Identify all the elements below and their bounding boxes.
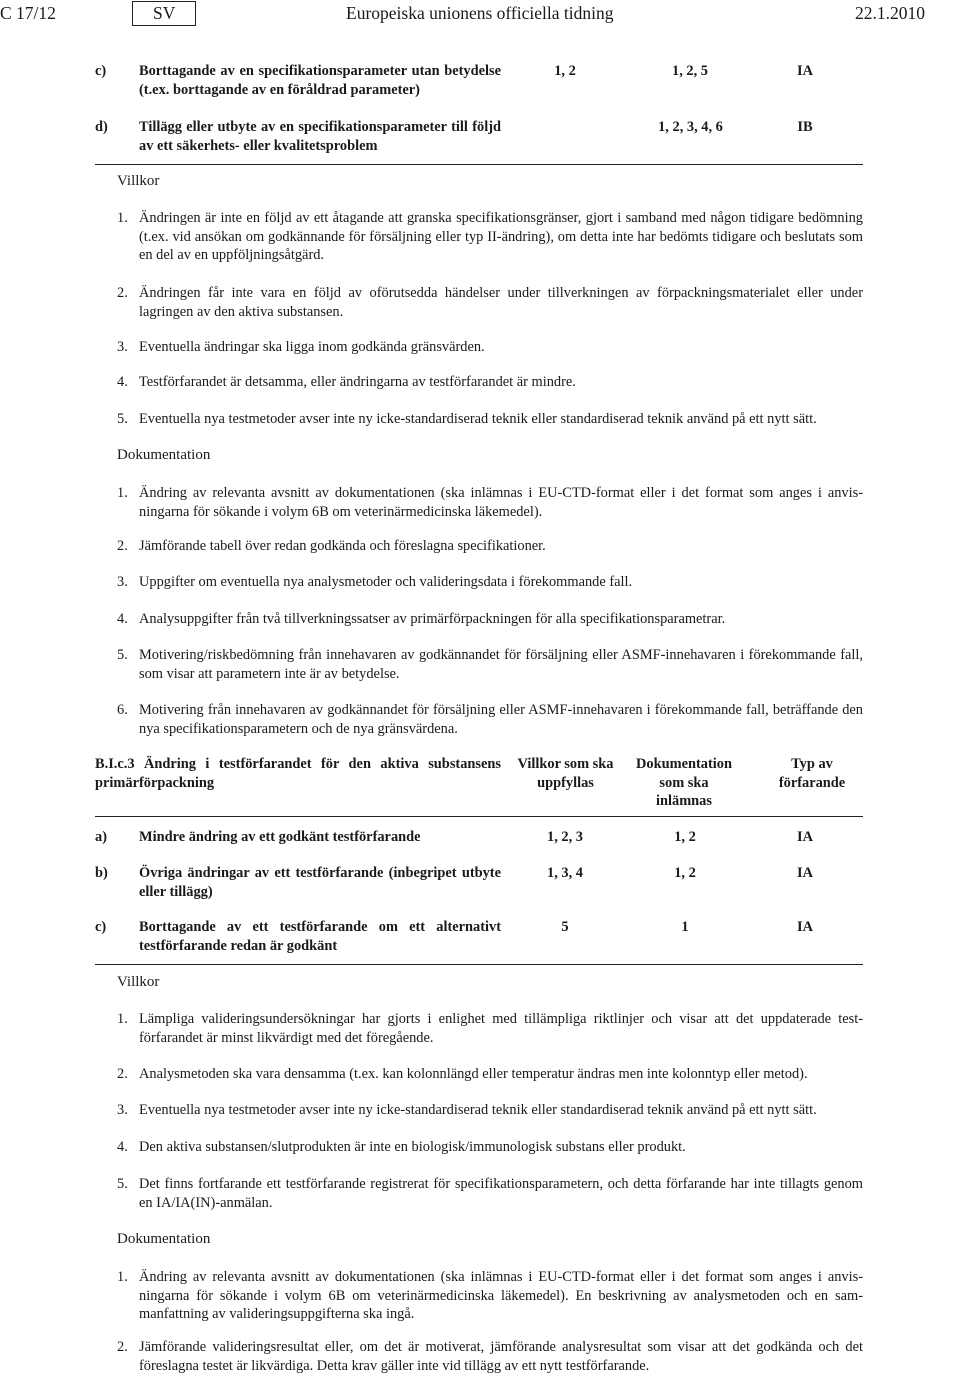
row-conditions: 5 bbox=[561, 919, 569, 935]
list-number: 1. bbox=[117, 1011, 128, 1027]
row-text: Övriga ändringar av ett testförfarande (inbegripet utbyte eller tillägg) bbox=[139, 865, 501, 900]
row-conditions: 1, 2, 3 bbox=[547, 829, 583, 845]
list-item: Uppgifter om eventuella nya analysmetoder och valideringsdata i förekommande fall. bbox=[139, 574, 633, 590]
row-text: Borttagande av en specifikationsparameter utan betydelse (t.ex. borttagande av en föråldrad parameter) bbox=[139, 63, 501, 98]
row-conditions: 1, 2 bbox=[554, 63, 576, 79]
row-documentation: 1, 2 bbox=[674, 829, 696, 845]
list-item: Lämpliga valideringsundersökningar har gjorts i enlighet med tillämpliga riktlinjer och visar att det uppdaterade testförfarandet är minst likvärdigt med det föregående. bbox=[139, 1011, 863, 1046]
list-number: 3. bbox=[117, 1102, 128, 1118]
list-number: 2. bbox=[117, 1339, 128, 1355]
list-item: Jämförande tabell över redan godkända och föreslagna specifikationer. bbox=[139, 538, 546, 554]
list-item: Testförfarandet är detsamma, eller ändringarna av testförfarandet är mindre. bbox=[139, 374, 576, 390]
list-number: 3. bbox=[117, 339, 128, 355]
list-item: Jämförande valideringsresultat eller, om det är motiverat, jämförande analysresultat som visar att det godkända och det föreslagna testet är likvärdiga. Detta krav gäller inte vid tillägg av ett nytt testförfarande. bbox=[139, 1339, 863, 1374]
row-documentation: 1, 2 bbox=[674, 865, 696, 881]
row-procedure-type: IA bbox=[797, 865, 813, 881]
table-divider bbox=[95, 816, 863, 817]
page-number: C 17/12 bbox=[0, 3, 56, 23]
language-badge: SV bbox=[132, 1, 196, 26]
row-conditions: 1, 3, 4 bbox=[547, 865, 583, 881]
row-procedure-type: IA bbox=[797, 63, 813, 79]
column-header-conditions: Villkor som ska uppfyllas bbox=[517, 756, 614, 791]
section-heading-dokumentation: Dokumentation bbox=[117, 1231, 211, 1247]
list-item: Motivering från innehavaren av godkännandet för försäljning eller ASMF-innehavaren i förekommande fall, beträffande den nya specifikationsparametern och de nya gränsvärdena. bbox=[139, 702, 863, 737]
row-documentation: 1 bbox=[681, 919, 689, 935]
list-number: 2. bbox=[117, 1066, 128, 1082]
row-letter: b) bbox=[95, 865, 108, 881]
section-heading-villkor: Villkor bbox=[117, 173, 160, 189]
list-number: 4. bbox=[117, 1139, 128, 1155]
list-number: 1. bbox=[117, 210, 128, 226]
list-number: 6. bbox=[117, 702, 128, 718]
list-number: 1. bbox=[117, 485, 128, 501]
list-item: Analysuppgifter från två tillverkningssatser av primärförpackningen för alla specifikationsparametrar. bbox=[139, 611, 726, 627]
list-item: Ändringen är inte en följd av ett åtagande att granska specifikationsgränser, gjort i samband med någon tidigare bedömning (t.ex. vid ansökan om godkännande för försäljning eller typ II-ändring), om detta inte har bedömts tidigare och beslutats som en del av en uppföljningsåtgärd. bbox=[139, 210, 863, 263]
list-item: Ändringen får inte vara en följd av oförutsedda händelser under tillverkningen av förpackningsmaterialet eller under lagringen av den aktiva substansen. bbox=[139, 285, 863, 320]
row-letter: a) bbox=[95, 829, 107, 845]
row-procedure-type: IB bbox=[797, 119, 813, 135]
row-procedure-type: IA bbox=[797, 829, 813, 845]
list-item: Analysmetoden ska vara densamma (t.ex. kan kolonnlängd eller temperatur ändras men inte kolonntyp eller metod). bbox=[139, 1066, 808, 1082]
list-number: 1. bbox=[117, 1269, 128, 1285]
publication-date: 22.1.2010 bbox=[855, 3, 925, 23]
list-item: Motivering/riskbedömning från innehavaren av godkännandet för försäljning eller ASMF-innehavaren i förekommande fall, som visar att parametern inte är av betydelse. bbox=[139, 647, 863, 682]
column-header-documentation: Dokumentation som ska inlämnas bbox=[636, 756, 732, 809]
journal-title: Europeiska unionens officiella tidning bbox=[346, 3, 614, 23]
list-item: Eventuella nya testmetoder avser inte ny icke-standardiserad teknik eller standardiserad teknik använd på ett nytt sätt. bbox=[139, 1102, 817, 1118]
row-documentation: 1, 2, 3, 4, 6 bbox=[658, 119, 723, 135]
list-number: 5. bbox=[117, 647, 128, 663]
list-item: Eventuella nya testmetoder avser inte ny icke-standardiserad teknik eller standardiserad teknik använd på ett nytt sätt. bbox=[139, 411, 817, 427]
row-text: Mindre ändring av ett godkänt testförfarande bbox=[139, 829, 421, 845]
list-item: Eventuella ändringar ska ligga inom godkända gränsvärden. bbox=[139, 339, 485, 355]
list-item: Ändring av relevanta avsnitt av dokumentationen (ska inlämnas i EU-CTD-format eller i det format som anges i anvisningarna för sökande i volym 6B om veterinärmedicinska läkemedel). En beskrivning av analysmetoden och en sammanfattning av valideringsuppgifterna ska ingå. bbox=[139, 1269, 863, 1322]
list-item: Ändring av relevanta avsnitt av dokumentationen (ska inlämnas i EU-CTD-format eller i det format som anges i anvisningarna för sökande i volym 6B om veterinärmedicinska läkemedel). bbox=[139, 485, 863, 520]
row-text: Borttagande av ett testförfarande om ett alternativt testförfarande redan är godkänt bbox=[139, 919, 501, 954]
row-letter: d) bbox=[95, 119, 108, 135]
section-heading-villkor: Villkor bbox=[117, 974, 160, 990]
list-number: 5. bbox=[117, 1176, 128, 1192]
row-text: Tillägg eller utbyte av en specifikationsparameter till följd av ett säkerhets- eller kvalitetsproblem bbox=[139, 119, 501, 154]
list-number: 4. bbox=[117, 611, 128, 627]
page-header bbox=[0, 0, 960, 30]
list-number: 5. bbox=[117, 411, 128, 427]
section-heading-dokumentation: Dokumentation bbox=[117, 447, 211, 463]
row-procedure-type: IA bbox=[797, 919, 813, 935]
list-number: 3. bbox=[117, 574, 128, 590]
table-divider bbox=[95, 164, 863, 165]
row-letter: c) bbox=[95, 63, 107, 79]
table-title: B.I.c.3 Ändring i testförfarandet för den aktiva substansens primärförpackning bbox=[95, 756, 501, 791]
row-letter: c) bbox=[95, 919, 107, 935]
row-documentation: 1, 2, 5 bbox=[672, 63, 708, 79]
list-number: 2. bbox=[117, 538, 128, 554]
list-number: 4. bbox=[117, 374, 128, 390]
list-number: 2. bbox=[117, 285, 128, 301]
table-divider bbox=[95, 964, 863, 965]
column-header-procedure-type: Typ av förfarande bbox=[778, 756, 846, 791]
list-item: Den aktiva substansen/slutprodukten är inte en biologisk/immunologisk substans eller produkt. bbox=[139, 1139, 686, 1155]
list-item: Det finns fortfarande ett testförfarande registrerat för specifikationsparametern, och detta förfarande har inte tillagts genom en IA/IA(IN)-anmälan. bbox=[139, 1176, 863, 1211]
